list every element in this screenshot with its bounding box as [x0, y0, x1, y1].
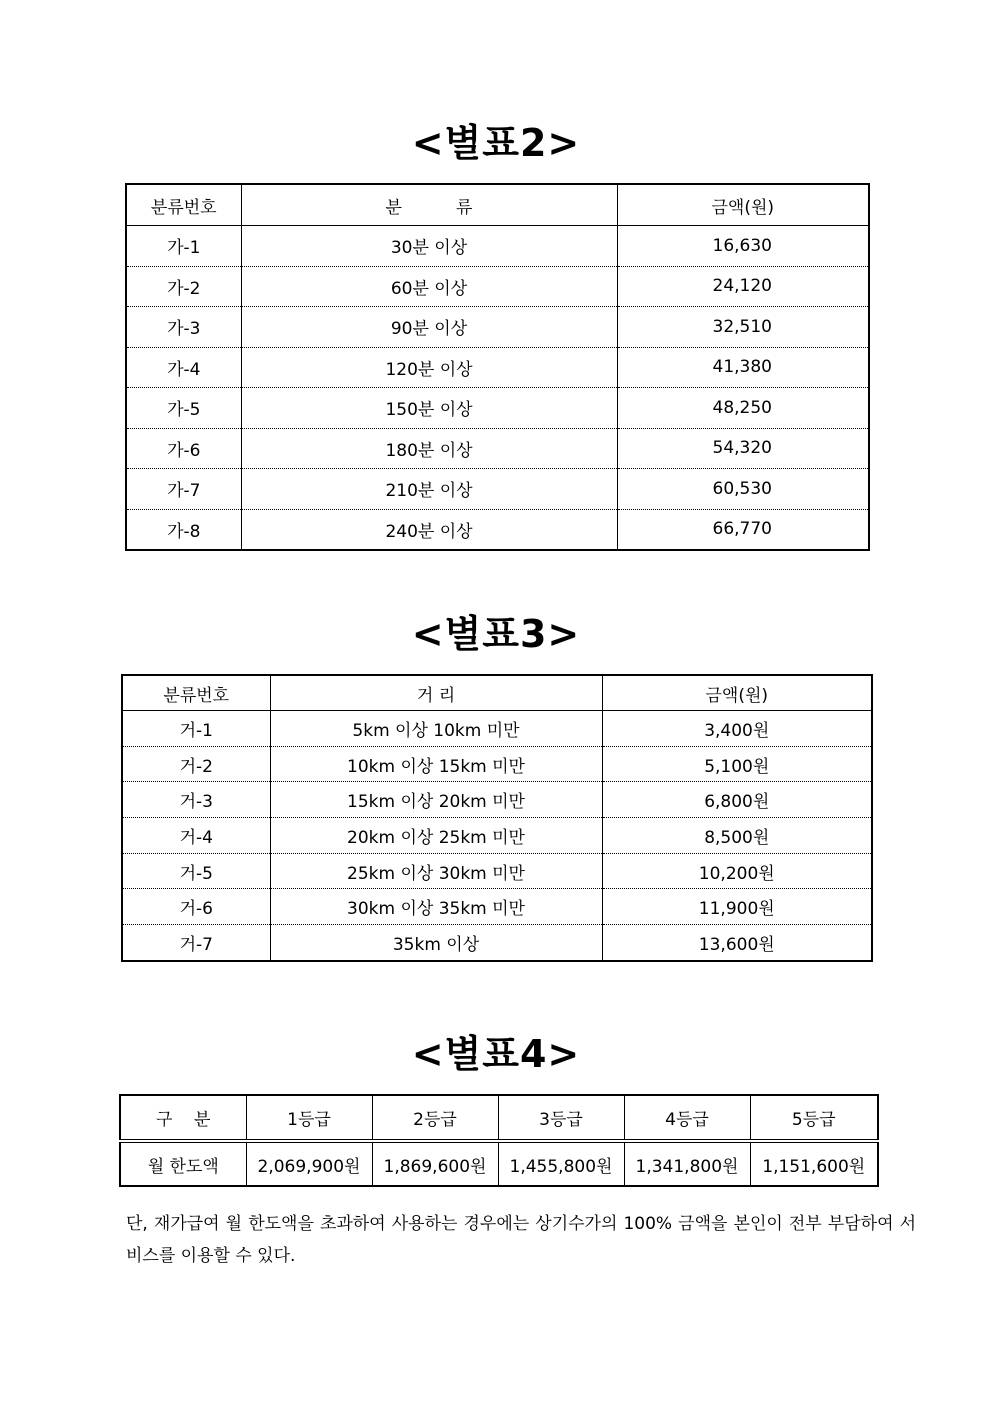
fee-table-distance	[121, 674, 873, 962]
table-row	[122, 925, 872, 961]
cell-grade-4-amount: 1,341,800원	[624, 1141, 750, 1186]
cell-grade-3-amount: 1,455,800원	[498, 1141, 624, 1186]
table-row	[126, 347, 869, 388]
cell-category: 30분 이상	[241, 226, 617, 267]
cell-amount: 54,320	[617, 428, 869, 469]
table-row	[122, 853, 872, 889]
cell-code: 가-5	[126, 388, 241, 429]
cell-category: 60분 이상	[241, 266, 617, 307]
table-row	[122, 782, 872, 818]
table4-title: <별표4>	[411, 1032, 581, 1076]
cell-category: 180분 이상	[241, 428, 617, 469]
fee-table-time	[125, 183, 870, 551]
header-category-number: 분류번호	[122, 675, 270, 711]
table-row	[120, 1141, 878, 1186]
table-row	[126, 266, 869, 307]
cell-amount: 11,900원	[602, 889, 872, 925]
cell-code: 거-2	[122, 746, 270, 782]
table-header-row	[120, 1095, 878, 1141]
cell-amount: 8,500원	[602, 818, 872, 854]
cell-distance: 25km 이상 30km 미만	[270, 853, 602, 889]
cell-code: 가-2	[126, 266, 241, 307]
cell-code: 거-7	[122, 925, 270, 961]
cell-code: 가-7	[126, 469, 241, 510]
table-row	[126, 509, 869, 550]
cell-amount: 3,400원	[602, 711, 872, 747]
cell-code: 거-6	[122, 889, 270, 925]
cell-code: 가-6	[126, 428, 241, 469]
header-category: 분 류	[241, 184, 617, 226]
cell-distance: 5km 이상 10km 미만	[270, 711, 602, 747]
header-amount: 금액(원)	[617, 184, 869, 226]
table-row	[122, 746, 872, 782]
table-row	[122, 818, 872, 854]
header-distance: 거 리	[270, 675, 602, 711]
header-amount: 금액(원)	[602, 675, 872, 711]
cell-distance: 35km 이상	[270, 925, 602, 961]
monthly-limit-table	[119, 1094, 879, 1187]
cell-amount: 24,120	[617, 266, 869, 307]
footnote-paragraph: 단, 재가급여 월 한도액을 초과하여 사용하는 경우에는 상기수가의 100% 금액을 본인이 전부 부담하여 서비스를 이용할 수 있다.	[126, 1214, 916, 1266]
cell-code: 가-8	[126, 509, 241, 550]
table-row	[126, 226, 869, 267]
cell-amount: 41,380	[617, 347, 869, 388]
cell-code: 가-4	[126, 347, 241, 388]
cell-code: 거-3	[122, 782, 270, 818]
cell-code: 가-1	[167, 238, 201, 259]
cell-distance: 30km 이상 35km 미만	[270, 889, 602, 925]
cell-amount: 48,250	[617, 388, 869, 429]
cell-code: 가-3	[126, 307, 241, 348]
cell-amount: 10,200원	[602, 853, 872, 889]
cell-amount: 60,530	[617, 469, 869, 510]
cell-row-label: 월 한도액	[147, 1156, 219, 1177]
table-header-row	[122, 675, 872, 711]
cell-code: 거-5	[122, 853, 270, 889]
cell-amount: 66,770	[617, 509, 869, 550]
table-header-row	[126, 184, 869, 226]
table3-title: <별표3>	[411, 612, 581, 656]
cell-amount: 13,600원	[602, 925, 872, 961]
cell-distance: 10km 이상 15km 미만	[270, 746, 602, 782]
cell-code: 거-1	[179, 720, 213, 741]
header-division: 구 분	[120, 1095, 246, 1141]
header-grade-2: 2등급	[372, 1095, 498, 1141]
cell-distance: 15km 이상 20km 미만	[270, 782, 602, 818]
cell-category: 90분 이상	[241, 307, 617, 348]
table-row	[126, 469, 869, 510]
cell-category: 240분 이상	[241, 509, 617, 550]
table-row	[126, 428, 869, 469]
header-grade-3: 3등급	[498, 1095, 624, 1141]
cell-distance: 20km 이상 25km 미만	[270, 818, 602, 854]
cell-amount: 5,100원	[602, 746, 872, 782]
header-grade-5: 5등급	[750, 1095, 878, 1141]
cell-grade-5-amount: 1,151,600원	[750, 1141, 878, 1186]
header-grade-4: 4등급	[624, 1095, 750, 1141]
cell-category: 150분 이상	[241, 388, 617, 429]
header-category-number: 분류번호	[126, 184, 241, 226]
header-grade-1: 1등급	[246, 1095, 372, 1141]
table-row	[122, 889, 872, 925]
table-row	[122, 711, 872, 747]
cell-category: 120분 이상	[241, 347, 617, 388]
cell-grade-2-amount: 1,869,600원	[372, 1141, 498, 1186]
cell-category: 210분 이상	[241, 469, 617, 510]
table2-title: <별표2>	[411, 121, 581, 165]
cell-grade-1-amount: 2,069,900원	[246, 1141, 372, 1186]
cell-code: 거-4	[122, 818, 270, 854]
cell-amount: 6,800원	[602, 782, 872, 818]
table-row	[126, 388, 869, 429]
cell-amount: 32,510	[617, 307, 869, 348]
table-row	[126, 307, 869, 348]
cell-amount: 16,630	[617, 226, 869, 267]
